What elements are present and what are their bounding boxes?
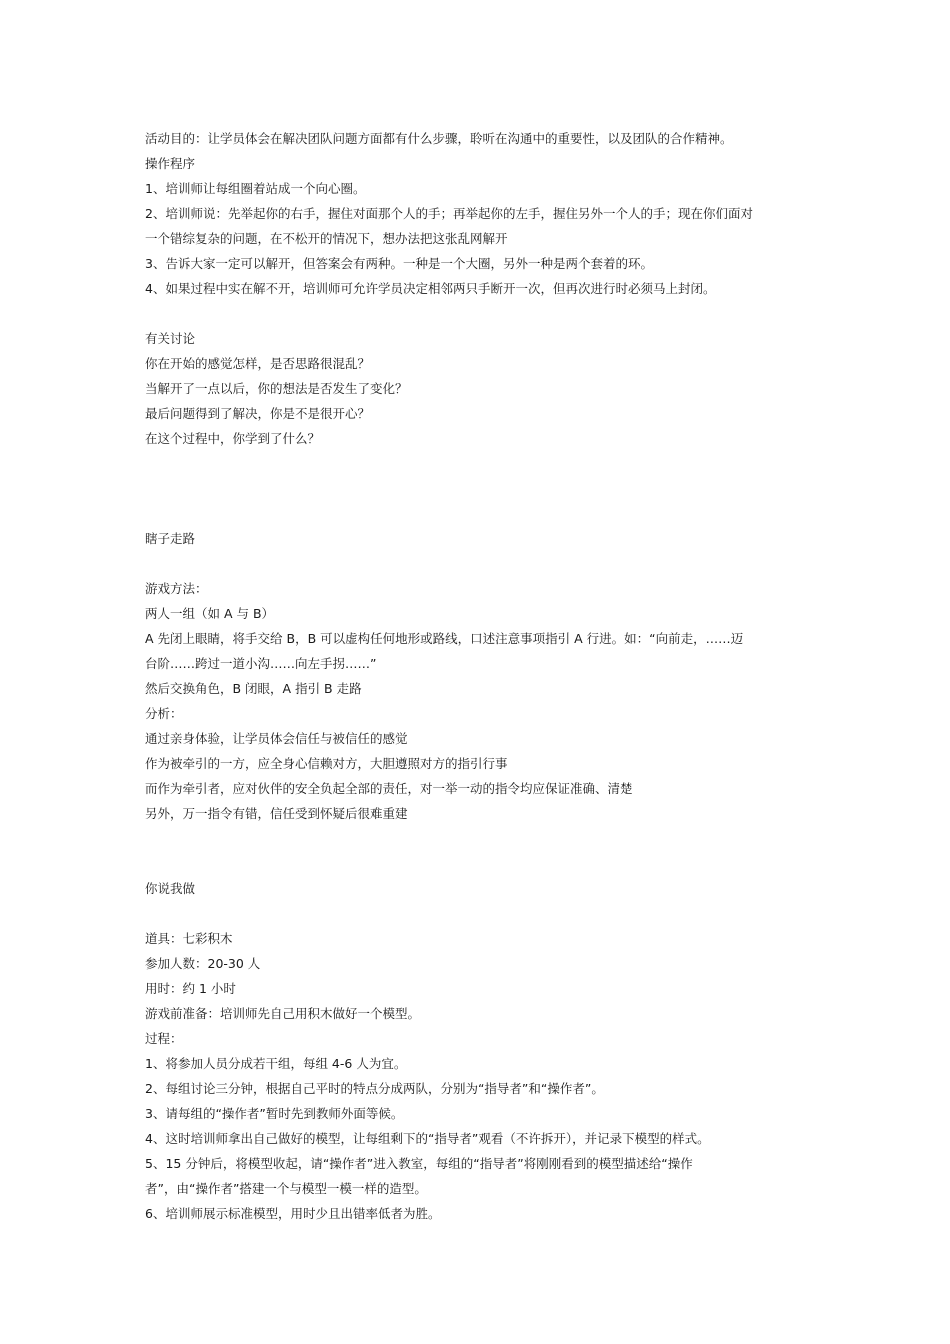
discussion-question-4: 在这个过程中，你学到了什么？ [145,431,321,446]
method-line-3: 然后交换角色，B 闭眼，A 指引 B 走路 [145,681,362,696]
process-step-4: 4、这时培训师拿出自己做好的模型，让每组剩下的“指导者”观看（不许拆开），并记录下模型的样式。 [145,1131,710,1146]
props-line: 道具：七彩积木 [145,931,233,946]
process-step-1: 1、将参加人员分成若干组，每组 4-6 人为宜。 [145,1056,407,1071]
section-title-you-say-i-do: 你说我做 [145,881,196,896]
spacer [145,301,817,326]
section-title-blind-walk: 瞎子走路 [145,531,196,546]
process-step-6: 6、培训师展示标准模型，用时少且出错率低者为胜。 [145,1206,441,1221]
discussion-heading: 有关讨论 [145,331,196,346]
process-step-5-line-2: 者”，由“操作者”搭建一个与模型一模一样的造型。 [145,1181,427,1196]
analysis-heading: 分析： [145,706,183,721]
method-line-2b: 台阶……跨过一道小沟……向左手拐……” [145,656,377,671]
document-body [145,126,817,1226]
process-step-3: 3、请每组的“操作者”暂时先到教师外面等候。 [145,1106,404,1121]
analysis-line-2: 作为被牵引的一方，应全身心信赖对方，大胆遵照对方的指引行事 [145,756,508,771]
process-heading: 过程： [145,1031,183,1046]
analysis-line-4: 另外，万一指令有错，信任受到怀疑后很难重建 [145,806,408,821]
procedure-step-3: 3、告诉大家一定可以解开，但答案会有两种。一种是一个大圈，另外一种是两个套着的环。 [145,256,653,271]
method-line-2a: A 先闭上眼睛，将手交给 B，B 可以虚构任何地形或路线，口述注意事项指引 A 行进。如：“向前走，……迈 [145,631,744,646]
process-step-2: 2、每组讨论三分钟，根据自己平时的特点分成两队，分别为“指导者”和“操作者”。 [145,1081,604,1096]
discussion-question-1: 你在开始的感觉怎样，是否思路很混乱？ [145,356,371,371]
duration-line: 用时：约 1 小时 [145,981,236,996]
analysis-line-1: 通过亲身体验，让学员体会信任与被信任的感觉 [145,731,408,746]
procedure-heading: 操作程序 [145,156,196,171]
spacer [145,451,817,526]
activity-purpose: 活动目的：让学员体会在解决团队问题方面都有什么步骤，聆听在沟通中的重要性，以及团队的合作精神。 [145,131,733,146]
process-step-5-line-1: 5、15 分钟后，将模型收起，请“操作者”进入教室，每组的“指导者”将刚刚看到的模型描述给“操作 [145,1156,693,1171]
procedure-step-2-line-1: 2、培训师说：先举起你的右手，握住对面那个人的手；再举起你的左手，握住另外一个人的手；现在你们面对 [145,206,753,221]
analysis-line-3: 而作为牵引者，应对伙伴的安全负起全部的责任，对一举一动的指令均应保证准确、清楚 [145,781,633,796]
procedure-step-2-line-2: 一个错综复杂的问题，在不松开的情况下，想办法把这张乱网解开 [145,231,508,246]
discussion-question-2: 当解开了一点以后，你的想法是否发生了变化？ [145,381,408,396]
participants-line: 参加人数：20-30 人 [145,956,261,971]
preparation-line: 游戏前准备：培训师先自己用积木做好一个模型。 [145,1006,421,1021]
procedure-step-4: 4、如果过程中实在解不开，培训师可允许学员决定相邻两只手断开一次，但再次进行时必须马上封闭。 [145,281,716,296]
spacer [145,826,817,876]
spacer [145,551,817,576]
procedure-step-1: 1、培训师让每组圈着站成一个向心圈。 [145,181,366,196]
method-heading: 游戏方法： [145,581,208,596]
method-line-1: 两人一组（如 A 与 B） [145,606,275,621]
discussion-question-3: 最后问题得到了解决，你是不是很开心？ [145,406,371,421]
spacer [145,901,817,926]
